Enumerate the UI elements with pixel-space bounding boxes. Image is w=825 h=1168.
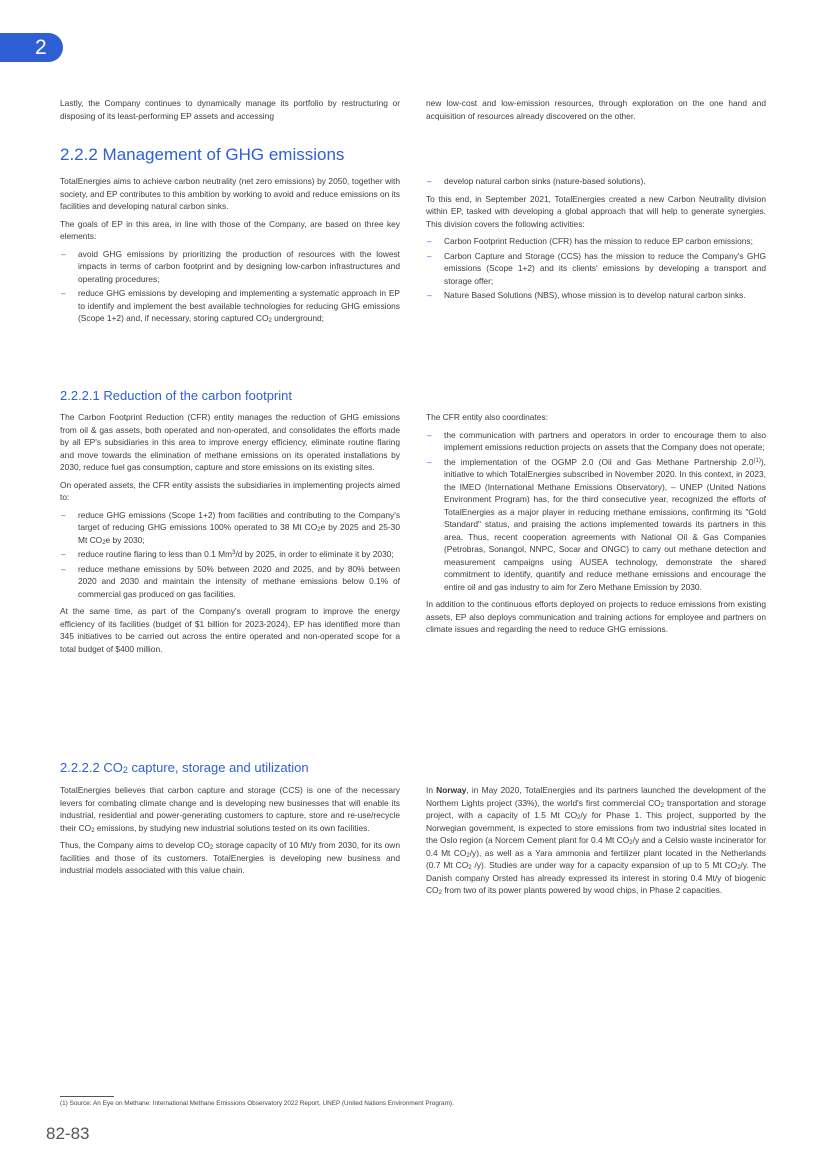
section-2-2-2-2-right-column [426, 784, 766, 902]
paragraph: TotalEnergies aims to achieve carbon neutrality (net zero emissions) by 2050, together with society, and EP contributes to this ambition by working to avoid and reduce emissions on its facilities and developing natural carbon sinks. [60, 176, 400, 211]
section-2-2-2-2-left-column [60, 784, 400, 882]
list-item: – the implementation of the OGMP 2.0 (Oil and Gas Methane Partnership 2.0$^{(1)}$), initiative to which TotalEnergies subscribed in November 2020. In this context, in 2023, the IMEO (International Methane Emissions Observatory), – UNEP (United Nations Environment Program) has, for the third consecutive year, recognized the efforts of TotalEnergies as a major player in reducing methane emissions, confirming its "Gold Standard" status, and praising the actions implemented towards its partners in this area. Thus, recent cooperation agreements with National Oil & Gas Companies (Petrobras, Sonangol, NNPC, Socar and ONGC) to carry out methane detection and measurement campaigns using AUSEA technology, demonstrate the shared commitment to identify, quantify and reduce methane emissions and encourage the entire oil and gas industry to aim for Zero Methane Emission by 2030. [426, 456, 766, 594]
key-elements-list-cont [426, 175, 766, 188]
list-item: – avoid GHG emissions by prioritizing the production of resources with the lowest impacts in terms of carbon footprint and by designing low-carbon infrastructures and operating procedures; [60, 248, 400, 286]
coordination-list [426, 429, 766, 594]
paragraph: Thus, the Company aims to develop $CO_2$ storage capacity of 10 Mt/y from 2030, for its own facilities and those of its customers. TotalEnergies is developing new business and industrial models associated with this value chain. [60, 840, 400, 875]
list-item: – Carbon Footprint Reduction (CFR) has the mission to reduce EP carbon emissions; [426, 235, 766, 248]
intro-left-column [60, 97, 400, 127]
intro-left-text: Lastly, the Company continues to dynamically manage its portfolio by restructuring or disposing of its least-performing EP assets and accessing [60, 98, 400, 121]
paragraph: TotalEnergies believes that carbon capture and storage (CCS) is one of the necessary levers for combating climate change and is developing new businesses that will enable its industrial, residential and power-generating customers to capture, store and re-use/recycle their $CO_2$ emissions, by studying new industrial solutions tested on its own facilities. [60, 785, 400, 834]
section-2-2-2-2-heading: 2.2.2.2 $CO_2$ capture, storage and utilization [60, 760, 309, 775]
list-item: – Nature Based Solutions (NBS), whose mission is to develop natural carbon sinks. [426, 289, 766, 302]
projects-list [60, 509, 400, 601]
intro-right-text: new low-cost and low-emission resources, through exploration on the one hand and acquisition of resources already discovered on the other. [426, 98, 766, 121]
paragraph: To this end, in September 2021, TotalEnergies created a new Carbon Neutrality division within EP, tasked with developing a global approach that will help to generate synergies. This division covers the following activities: [426, 193, 766, 229]
list-item: – the communication with partners and operators in order to encourage them to also implement emissions reduction projects on assets that the Company does not operate; [426, 429, 766, 454]
list-item: – reduce methane emissions by 50% between 2020 and 2025, and by 80% between 2020 and 2030 and maintain the intensity of methane emissions below 0.1% of commercial gas produced on gas facilities. [60, 563, 400, 601]
activities-list [426, 235, 766, 302]
intro-right-column [426, 97, 766, 127]
list-item: – reduce routine flaring to less than 0.1 Mm$^3$/d by 2025, in order to eliminate it by 2030; [60, 548, 400, 561]
section-2-2-2-1-right-column [426, 411, 766, 641]
paragraph: The Carbon Footprint Reduction (CFR) entity manages the reduction of GHG emissions from oil & gas assets, both operated and non-operated, and consolidates the efforts made by all EP's subsidiaries in this area to improve energy efficiency, eliminate routine flaring and move towards the elimination of methane emissions on its operated installations by 2030, reduce fuel gas consumption, capture and store emissions on its existing sites. [60, 412, 400, 472]
section-2-2-2-heading: 2.2.2 Management of GHG emissions [60, 145, 345, 164]
key-elements-list [60, 248, 400, 325]
footnote-divider [60, 1096, 114, 1097]
section-2-2-2-1-heading: 2.2.2.1 Reduction of the carbon footprint [60, 388, 292, 403]
list-item: – reduce GHG emissions (Scope 1+2) from facilities and contributing to the Company's target of reducing GHG emissions 100% operated to 38 Mt $CO_2e$ by 2025 and 25-30 Mt $CO_2e$ by 2030; [60, 509, 400, 547]
section-2-2-2-left-column [60, 175, 400, 330]
page-number: 82-83 [46, 1124, 90, 1143]
paragraph: The CFR entity also coordinates: [426, 412, 548, 422]
list-item: – reduce GHG emissions by developing and implementing a systematic approach in EP to identify and implement the best available technologies for reducing GHG emissions (Scope 1+2) and, if necessary, storing captured $CO_2$ underground; [60, 287, 400, 325]
paragraph: The goals of EP in this area, in line with those of the Company, are based on three key elements: [60, 218, 400, 241]
list-item: – develop natural carbon sinks (nature-based solutions). [426, 175, 766, 188]
footnote: (1) Source: An Eye on Methane: International Methane Emissions Observatory 2022 Report, UNEP (United Nations Environment Program). [60, 1100, 454, 1107]
norway-paragraph: In Norway, in May 2020, TotalEnergies and its partners launched the development of the Northern Lights project (33%), the world's first commercial $CO_2$ transportation and storage project, with a capacity of 1.5 Mt $CO_2/y$ for Phase 1. This project, supported by the Norwegian government, is expected to store emissions from two industrial sites located in the Oslo region (a Norcem Cement plant for 0.4 Mt $CO_2/y$ and a Celsio waste incinerator for 0.4 Mt $CO_2/y$), as well as a Yara ammonia and fertilizer plant located in the Netherlands (0.7 Mt $CO_2$ /y). Studies are under way for a capacity expansion of up to 5 Mt $CO_2/y$. The Danish company Orsted has already expressed its interest in storing 0.4 Mt/y of biogenic $CO_2$ from two of its power plants powered by wood chips, in Phase 2 capacities. [426, 785, 767, 896]
paragraph: On operated assets, the CFR entity assists the subsidiaries in implementing projects aimed to: [60, 479, 400, 502]
paragraph: At the same time, as part of the Company's overall program to improve the energy efficiency of its facilities (budget of $1 billion for 2023-2024), EP has identified more than 345 initiatives to be carried out across the entire operated and non-operated scope for a total budget of $400 million. [60, 606, 400, 654]
paragraph: In addition to the continuous efforts deployed on projects to reduce emissions from existing assets, EP also deploys communication and training actions for employee and partners on climate issues and regarding the need to reduce GHG emissions. [426, 599, 766, 634]
list-item: – Carbon Capture and Storage (CCS) has the mission to reduce the Company's GHG emissions (Scope 1+2) and its clients' emissions by developing a transport and storage offer; [426, 250, 766, 288]
chapter-tab: 2 [0, 33, 63, 62]
section-2-2-2-right-column [426, 175, 766, 307]
section-2-2-2-1-left-column [60, 411, 400, 660]
